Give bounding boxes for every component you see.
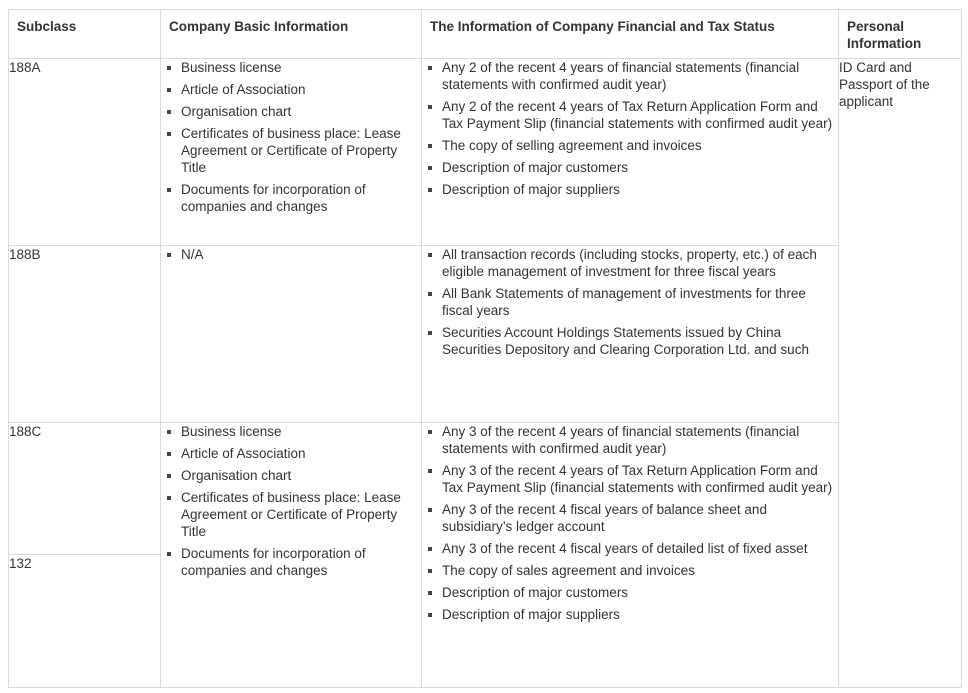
list-item: All transaction records (including stocks, property, etc.) of each eligible management of investment for three fiscal years — [440, 246, 838, 280]
company-info-list — [161, 423, 421, 579]
header-personal-info: Personal Information — [839, 10, 962, 59]
company-info-list — [161, 246, 421, 263]
company-info-cell — [161, 59, 422, 246]
list-item: Any 2 of the recent 4 years of Tax Return Application Form and Tax Payment Slip (financial statements with confirmed audit year) — [440, 98, 838, 132]
list-item: Description of major suppliers — [440, 606, 838, 623]
subclass-cell: 188B — [9, 246, 161, 423]
list-item: Securities Account Holdings Statements issued by China Securities Depository and Clearing Corporation Ltd. and such — [440, 324, 838, 358]
list-item: Business license — [179, 423, 421, 440]
list-item: The copy of selling agreement and invoices — [440, 137, 838, 154]
list-item: Any 2 of the recent 4 years of financial statements (financial statements with confirmed audit year) — [440, 59, 838, 93]
financial-info-list — [422, 246, 838, 358]
list-item: Description of major customers — [440, 584, 838, 601]
list-item: Documents for incorporation of companies and changes — [179, 181, 421, 215]
list-item: Article of Association — [179, 81, 421, 98]
list-item: Documents for incorporation of companies and changes — [179, 545, 421, 579]
company-info-cell — [161, 423, 422, 688]
list-item: Any 3 of the recent 4 fiscal years of detailed list of fixed asset — [440, 540, 838, 557]
list-item: Organisation chart — [179, 467, 421, 484]
list-item: Certificates of business place: Lease Agreement or Certificate of Property Title — [179, 489, 421, 540]
requirements-table — [8, 9, 962, 688]
list-item: Description of major suppliers — [440, 181, 838, 198]
header-subclass: Subclass — [9, 10, 161, 59]
financial-info-cell — [422, 423, 839, 688]
list-item: Business license — [179, 59, 421, 76]
company-info-cell — [161, 246, 422, 423]
list-item: The copy of sales agreement and invoices — [440, 562, 838, 579]
list-item: Article of Association — [179, 445, 421, 462]
personal-info-cell: ID Card and Passport of the applicant — [839, 59, 962, 688]
list-item: All Bank Statements of management of investments for three fiscal years — [440, 285, 838, 319]
company-info-list — [161, 59, 421, 215]
subclass-cell: 132 — [9, 555, 161, 688]
list-item: Organisation chart — [179, 103, 421, 120]
header-financial-tax-status: The Information of Company Financial and Tax Status — [422, 10, 839, 59]
list-item: Any 3 of the recent 4 fiscal years of balance sheet and subsidiary’s ledger account — [440, 501, 838, 535]
list-item: Certificates of business place: Lease Agreement or Certificate of Property Title — [179, 125, 421, 176]
header-company-basic-info: Company Basic Information — [161, 10, 422, 59]
table-row — [9, 246, 962, 423]
list-item: Any 3 of the recent 4 years of Tax Return Application Form and Tax Payment Slip (financial statements with confirmed audit year) — [440, 462, 838, 496]
financial-info-list — [422, 59, 838, 198]
list-item: Any 3 of the recent 4 years of financial statements (financial statements with confirmed audit year) — [440, 423, 838, 457]
financial-info-list — [422, 423, 838, 623]
subclass-cell: 188C — [9, 423, 161, 555]
list-item: Description of major customers — [440, 159, 838, 176]
financial-info-cell — [422, 246, 839, 423]
list-item: N/A — [179, 246, 421, 263]
financial-info-cell — [422, 59, 839, 246]
subclass-cell: 188A — [9, 59, 161, 246]
table-row — [9, 59, 962, 246]
header-row — [9, 10, 962, 59]
table-row — [9, 423, 962, 555]
